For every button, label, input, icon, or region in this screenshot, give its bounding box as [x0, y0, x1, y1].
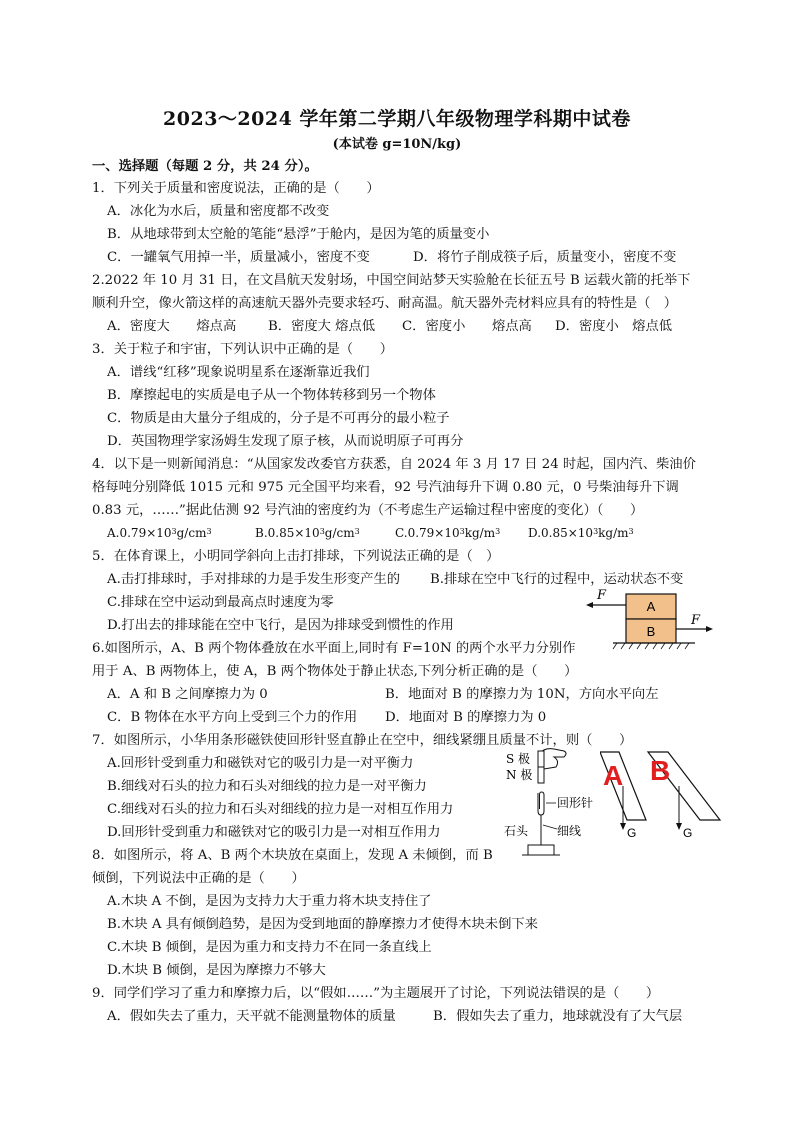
q2-option-d: D．密度小 熔点低	[555, 319, 673, 334]
q6-ground-hatch	[613, 643, 689, 649]
q3-option-a: A．谱线“红移”现象说明星系在逐渐靠近我们	[107, 365, 370, 380]
q9-option-a: A．假如失去了重力，天平就不能测量物体的质量	[107, 1009, 396, 1024]
q6-option-c: C．B 物体在水平方向上受到三个力的作用	[107, 710, 358, 725]
q4-option-a: $A.0.79\times 10^3g/cm^3$	[107, 526, 212, 540]
q3-option-c: C．物质是由大量分子组成的，分子是不可再分的最小粒子	[107, 411, 450, 426]
q8-option-a: A.木块 A 不倒，是因为支持力大于重力将木块支持住了	[107, 894, 432, 909]
q5-option-c: C.排球在空中运动到最高点时速度为零	[107, 595, 334, 610]
q6-force-right-head	[706, 626, 713, 632]
page-title: 2023～2024 学年第二学期八年级物理学科期中试卷	[163, 108, 631, 130]
q9-option-b: B．假如失去了重力，地球就没有了大气层	[433, 1009, 683, 1024]
q5-stem: 5．在体育课上，小明同学斜向上击打排球，下列说法正确的是（ ）	[92, 549, 500, 564]
q8-g-label-a: G	[627, 826, 637, 840]
q7-label-thread: 细线	[557, 824, 582, 838]
q6-label-b: B	[646, 624, 656, 639]
q4-stem-line3: 0.83 元，……”据此估测 92 号汽油的密度约为（不考虑生产运输过程中密度的变化）（ ）	[92, 503, 644, 518]
q8-stem-line1: 8．如图所示，将 A、B 两个木块放在桌面上，发现 A 未倾倒，而 B	[92, 848, 493, 863]
q6-option-a: A．A 和 B 之间摩擦力为 0	[107, 687, 268, 702]
q6-option-d: D．地面对 B 的摩擦力为 0	[385, 710, 547, 725]
q6-option-b: B．地面对 B 的摩擦力为 10N，方向水平向左	[385, 687, 659, 702]
q9-stem: 9．同学们学习了重力和摩擦力后，以“假如……”为主题展开了讨论，下列说法错误的是（ ）	[92, 986, 660, 1001]
q3-option-b: B．摩擦起电的实质是电子从一个物体转移到另一个物体	[107, 388, 436, 403]
page-subtitle: (本试卷 g=10N/kg)	[332, 137, 462, 152]
q7-stem: 7．如图所示，小华用条形磁铁使回形针竖直静止在空中，细线紧绷且质量不计，则（ ）	[92, 733, 633, 748]
q4-option-b: $B.0.85\times 10^3g/cm^3$	[255, 526, 360, 540]
q8-option-d: D.木块 B 倾倒，是因为摩擦力不够大	[107, 963, 326, 978]
q7-thread-pointer	[543, 825, 557, 829]
q7-label-n: N 极	[506, 768, 533, 782]
q2-option-a: A．密度大 熔点高	[107, 319, 237, 334]
q7-label-stone: 石头	[504, 824, 529, 838]
q8-g-label-b: G	[683, 826, 693, 840]
q8-option-b: B.木块 A 具有倾倒趋势，是因为受到地面的静摩擦力才使得木块未倒下来	[107, 917, 538, 932]
q7-paper-clip	[538, 792, 544, 815]
q8-figure	[600, 748, 722, 848]
q4-option-c: $C.0.79\times 10^3kg/m^3$	[395, 526, 501, 540]
q4-option-d: $D.0.85\times 10^3kg/m^3$	[528, 526, 634, 540]
q7-label-s: S 极	[506, 752, 531, 766]
q4-stem-line1: 4．以下是一则新闻消息：“从国家发改委官方获悉，自 2024 年 3 月 17 日 24 时起，国内汽、柴油价	[92, 457, 696, 472]
q8-stem-line2: 倾倒，下列说法中正确的是（ ）	[92, 871, 305, 886]
q3-option-d: D．英国物理学家汤姆生发现了原子核，从而说明原子可再分	[107, 434, 464, 449]
q4-stem-line2: 格每吨分别降低 1015 元和 975 元全国平均来看，92 号汽油每升下调 0.80 元，0 号柴油每升下调	[92, 480, 679, 495]
q5-option-b: B.排球在空中飞行的过程中，运动状态不变	[430, 572, 684, 587]
q1-option-d: D．将竹子削成筷子后，质量变小，密度不变	[413, 250, 677, 265]
q1-option-c: C．一罐氧气用掉一半，质量减小，密度不变	[107, 250, 370, 265]
q6-label-a: A	[646, 599, 656, 614]
q1-option-b: B．从地球带到太空舱的笔能“悬浮”于舱内，是因为笔的质量变小	[107, 227, 490, 242]
q7-figure	[500, 745, 600, 860]
q7-label-clip: 回形针	[557, 796, 594, 810]
q6-force-left-head	[586, 602, 593, 608]
q7-option-b: B.细线对石头的拉力和石头对细线的拉力是一对平衡力	[107, 779, 427, 794]
q7-option-c: C.细线对石头的拉力和石头对细线的拉力是一对相互作用力	[107, 802, 454, 817]
q6-figure	[585, 584, 715, 656]
q7-option-d: D.回形针受到重力和磁铁对它的吸引力是一对相互作用力	[107, 825, 441, 840]
q1-stem: 1．下列关于质量和密度说法，正确的是（ ）	[92, 181, 380, 196]
q1-option-a: A．冰化为水后，质量和密度都不改变	[107, 204, 330, 219]
q8-label-a: A	[603, 760, 624, 791]
q8-label-b: B	[650, 755, 671, 786]
q3-stem: 3．关于粒子和宇宙，下列认识中正确的是（ ）	[92, 342, 393, 357]
q6-force-right-label: F	[691, 613, 701, 628]
q6-stem-line2: 用于 A、B 两物体上，使 A，B 两个物体处于静止状态,下列分析正确的是（ ）	[92, 664, 578, 679]
section-heading: 一、选择题（每题 2 分，共 24 分）。	[92, 159, 318, 174]
q8-option-c: C.木块 B 倾倒，是因为重力和支持力不在同一条直线上	[107, 940, 432, 955]
q5-option-d: D.打出去的排球能在空中飞行，是因为排球受到惯性的作用	[107, 618, 454, 633]
q2-option-c: C．密度小 熔点高	[402, 319, 532, 334]
q7-option-a: A.回形针受到重力和磁铁对它的吸引力是一对平衡力	[107, 756, 414, 771]
q2-option-b: B．密度大 熔点低	[268, 319, 376, 334]
q6-force-left-label: F	[597, 588, 607, 603]
q7-stone	[528, 845, 554, 855]
q2-stem-line1: 2.2022 年 10 月 31 日，在文昌航天发射场，中国空间站梦天实验舱在长征五号 B 运载火箭的托举下	[92, 273, 691, 288]
q6-stem-line1: 6.如图所示，A、B 两个物体叠放在水平面上,同时有 F=10N 的两个水平力分别作	[92, 641, 576, 656]
q5-option-a: A.击打排球时，手对排球的力是手发生形变产生的	[107, 572, 401, 587]
q2-stem-line2: 顺利升空，像火箭这样的高速航天器外壳要求轻巧、耐高温。航天器外壳材料应具有的特性是（ ）	[92, 296, 678, 311]
